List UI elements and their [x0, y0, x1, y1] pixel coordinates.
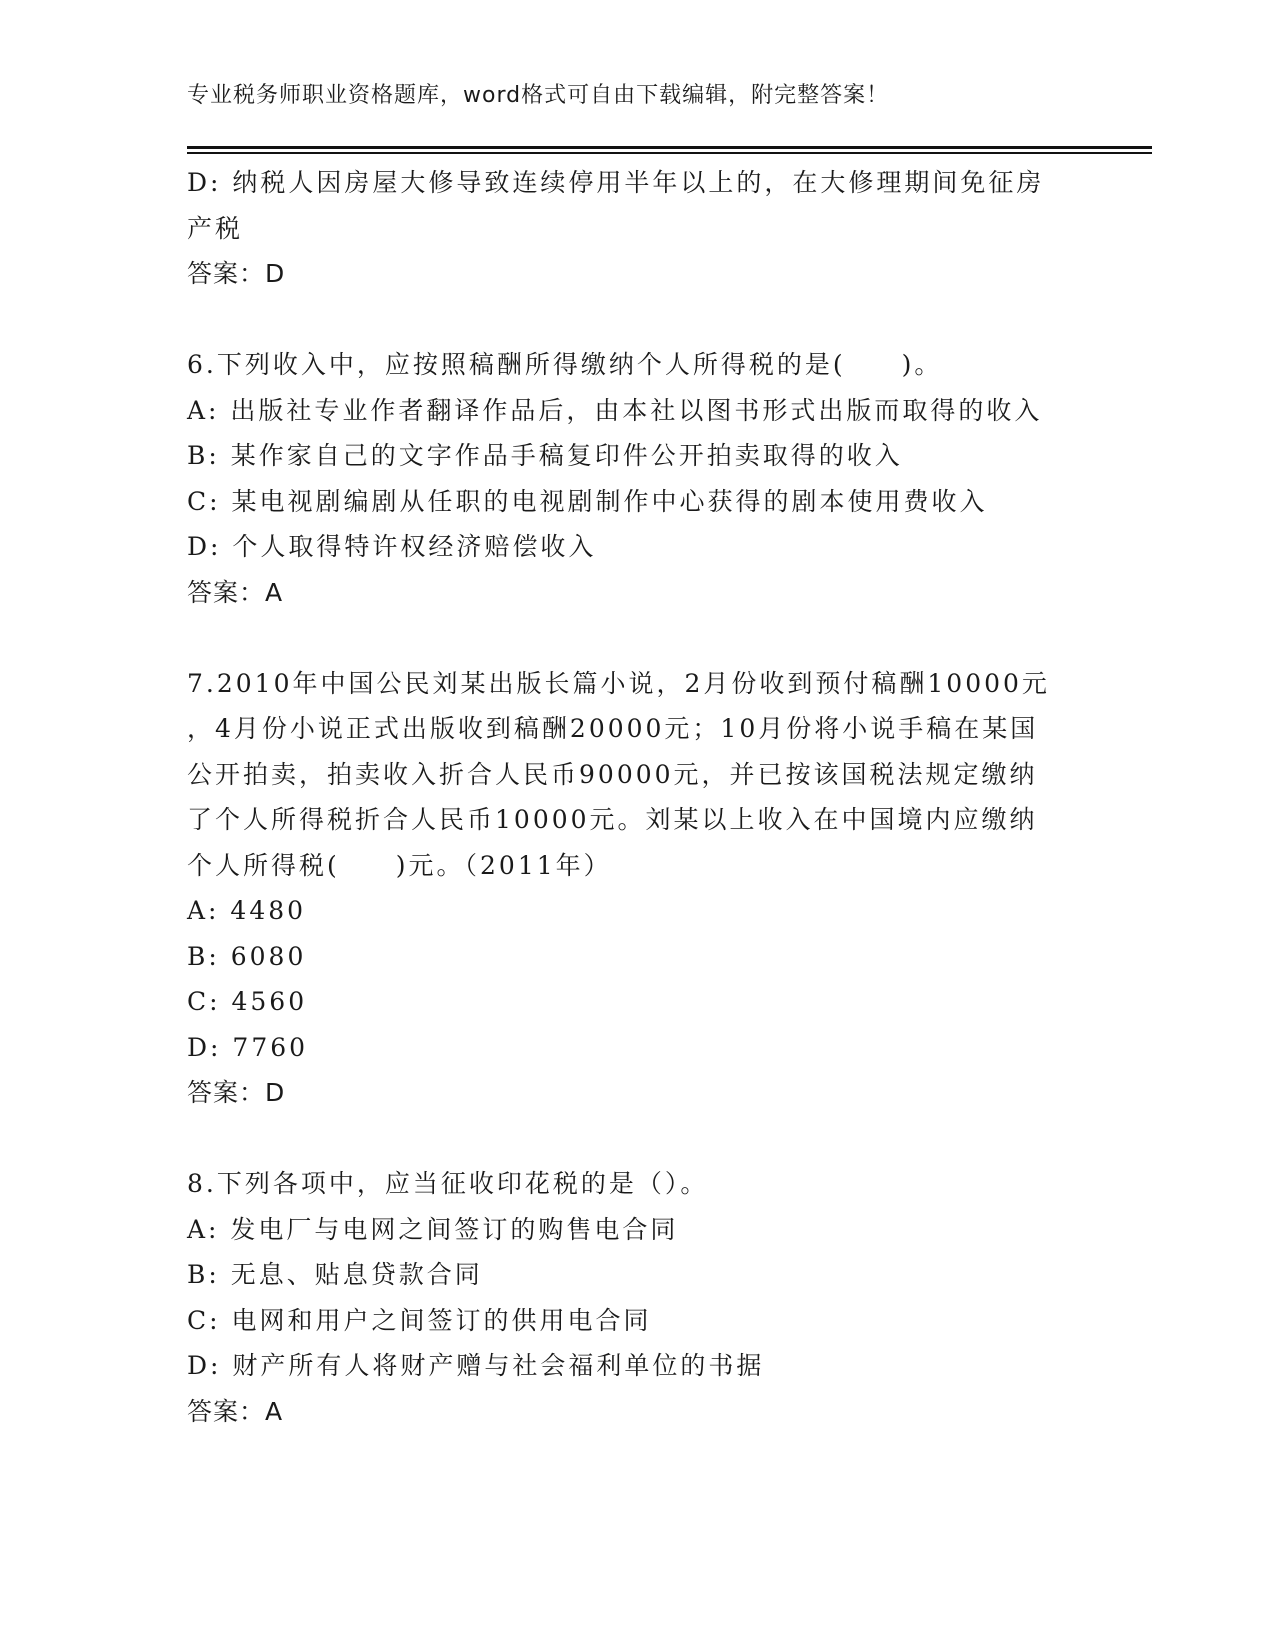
header-rule-thin — [187, 152, 1152, 154]
question-content — [187, 160, 1087, 1434]
q7-answer: 答案：D — [187, 1078, 286, 1107]
header-rule-thick — [187, 146, 1152, 149]
prev-option-d-line2: 产税 — [187, 213, 244, 243]
q6-option-c: C: 某电视剧编剧从任职的电视剧制作中心获得的剧本使用费收入 — [187, 486, 988, 516]
spacer — [187, 1116, 1087, 1162]
q8-option-a: A: 发电厂与电网之间签订的购售电合同 — [187, 1214, 679, 1244]
q7-question-line3: 公开拍卖，拍卖收入折合人民币90000元，并已按该国税法规定缴纳 — [187, 759, 1038, 789]
prev-option-d-line1: D: 纳税人因房屋大修导致连续停用半年以上的，在大修理期间免征房 — [187, 168, 1045, 197]
q7-option-a: A: 4480 — [187, 896, 307, 925]
prev-answer: 答案：D — [187, 259, 286, 288]
q7-question-line5: 个人所得税( )元。（2011年） — [187, 850, 612, 880]
q7-option-c: C: 4560 — [187, 987, 308, 1016]
q6-option-d: D: 个人取得特许权经济赔偿收入 — [187, 532, 597, 561]
q8-option-d: D: 财产所有人将财产赠与社会福利单位的书据 — [187, 1351, 765, 1380]
q7-question-line1: 7.2010年中国公民刘某出版长篇小说，2月份收到预付稿酬10000元 — [187, 668, 1050, 698]
q8-question: 8.下列各项中，应当征收印花税的是（）。 — [187, 1169, 709, 1198]
q7-option-d: D: 7760 — [187, 1032, 309, 1062]
q6-option-a: A: 出版社专业作者翻译作品后，由本社以图书形式出版而取得的收入 — [187, 395, 1043, 425]
q8-option-b: B: 无息、贴息贷款合同 — [187, 1260, 483, 1289]
q6-question: 6.下列收入中，应按照稿酬所得缴纳个人所得税的是( )。 — [187, 350, 943, 379]
spacer — [187, 297, 1087, 343]
q7-question-line4: 了个人所得税折合人民币10000元。刘某以上收入在中国境内应缴纳 — [187, 805, 1038, 834]
q8-option-c: C: 电网和用户之间签订的供用电合同 — [187, 1305, 652, 1335]
q7-option-b: B: 6080 — [187, 941, 307, 971]
q6-option-b: B: 某作家自己的文字作品手稿复印件公开拍卖取得的收入 — [187, 441, 903, 470]
q7-question-line2: ，4月份小说正式出版收到稿酬20000元；10月份将小说手稿在某国 — [187, 714, 1039, 743]
page-header: 专业税务师职业资格题库，word格式可自由下载编辑，附完整答案！ — [187, 83, 890, 108]
spacer — [187, 615, 1087, 661]
q6-answer: 答案：A — [187, 577, 284, 607]
q8-answer: 答案：A — [187, 1396, 284, 1426]
